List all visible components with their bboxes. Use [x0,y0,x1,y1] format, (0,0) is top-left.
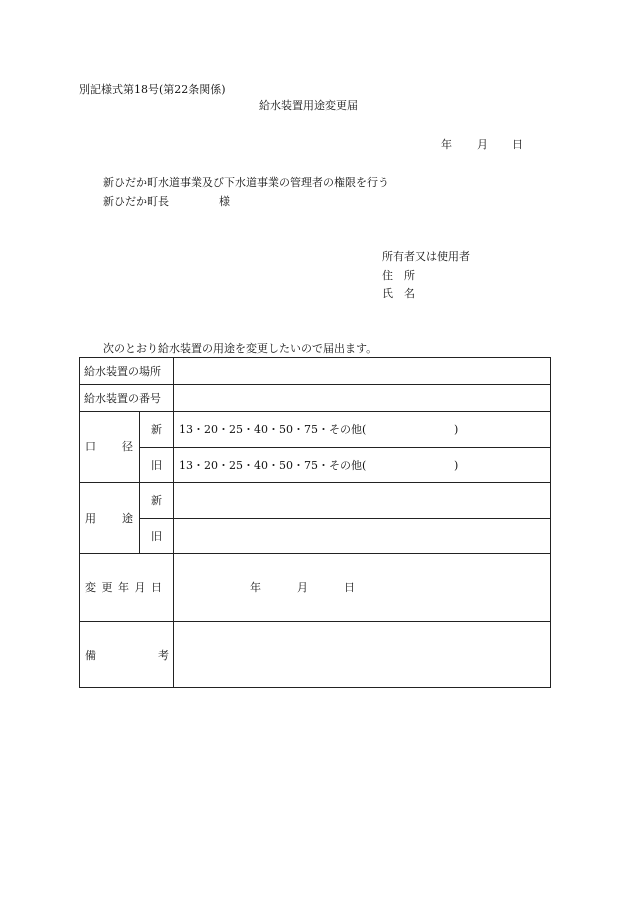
form-table [79,357,551,688]
diameter-old-label: 旧 [151,459,162,472]
date-month-label: 月 [477,138,488,151]
usage-new-field[interactable] [175,484,549,517]
change-date-day-label: 日 [344,581,355,594]
usage-old-field[interactable] [175,520,549,552]
diameter-old-options[interactable]: 13・20・25・40・50・75・その他( [179,459,367,472]
applicant-name-label: 氏 名 [382,287,415,300]
change-date-month-label: 月 [297,581,308,594]
form-number: 別記様式第18号(第22条関係) [79,83,226,96]
remarks-label-2: 考 [158,649,169,662]
location-label: 給水装置の場所 [84,365,161,378]
remarks-label-1: 備 [85,649,96,662]
change-date-label: 変 更 年 月 日 [85,581,163,594]
applicant-address-label: 住 所 [382,269,415,282]
usage-label-1: 用 [85,512,96,525]
diameter-new-close: ) [454,423,459,436]
intro-text: 次のとおり給水装置の用途を変更したいので届出ます。 [103,342,378,355]
diameter-new-options[interactable]: 13・20・25・40・50・75・その他( [179,423,367,436]
date-day-label: 日 [512,138,523,151]
form-title: 給水装置用途変更届 [259,99,358,112]
diameter-new-label: 新 [151,423,162,436]
date-year-label: 年 [441,138,452,151]
number-value-field[interactable] [175,386,549,410]
diameter-old-close: ) [454,459,459,472]
diameter-label-1: 口 [85,440,96,453]
usage-old-label: 旧 [151,530,162,543]
remarks-field[interactable] [175,623,549,686]
addressee-line-1: 新ひだか町水道事業及び下水道事業の管理者の権限を行う [103,176,389,189]
change-date-year-label: 年 [250,581,261,594]
location-value-field[interactable] [175,359,549,383]
diameter-label-2: 径 [122,440,133,453]
usage-new-label: 新 [151,494,162,507]
number-label: 給水装置の番号 [84,392,161,405]
applicant-heading: 所有者又は使用者 [382,250,470,263]
usage-label-2: 途 [122,512,133,525]
addressee-honorific: 様 [219,195,230,208]
addressee-line-2: 新ひだか町長 [103,195,169,208]
